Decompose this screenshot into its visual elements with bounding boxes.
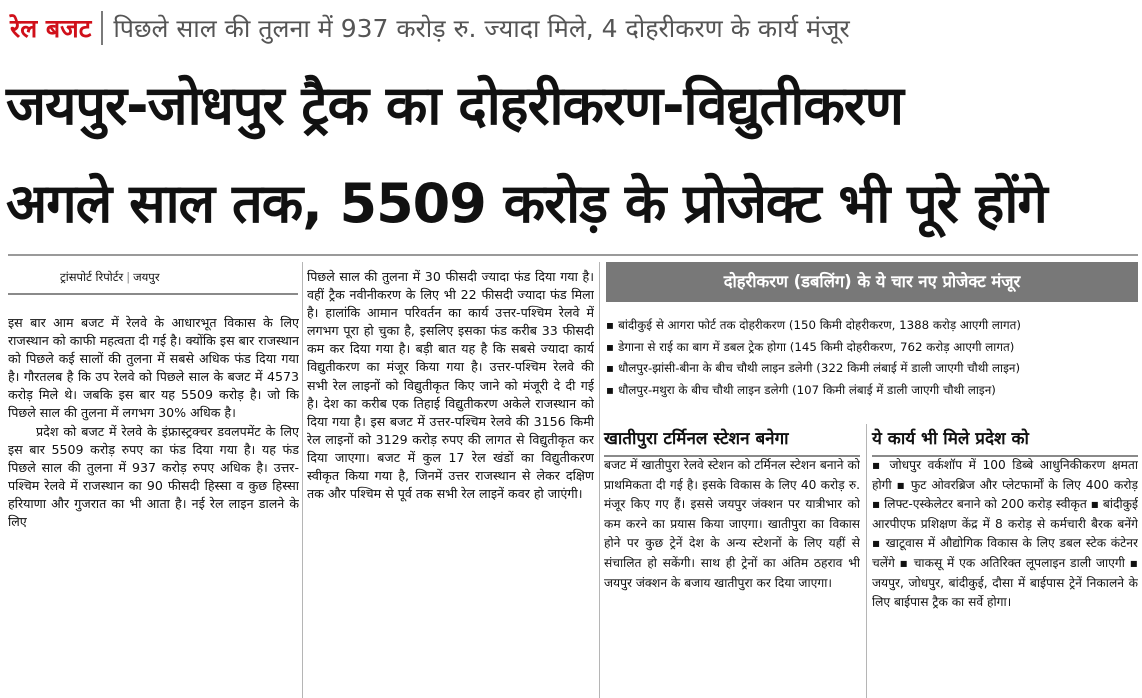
article-column-2 — [307, 268, 594, 696]
byline — [60, 270, 290, 285]
section-label: रेल बजट — [10, 14, 92, 43]
byline-reporter: ट्रांसपोर्ट रिपोर्टर — [60, 270, 124, 284]
article-paragraph: बजट में खातीपुरा रेलवे स्टेशन को टर्मिनल स्टेशन बनाने को प्राथमिकता दी गई है। इसके विकास के लिए 40 करोड़ रु. मंजूर किए गए हैं। इससे जयपुर जंक्शन पर यात्रीभार को कम करने का प्रयास किया जाएगा। खातीपुरा का विकास होने पर कुछ ट्रेनें देश के अन्य स्टेशनों के लिए यहीं से संचालित हो सकेंगी। साथ ही ट्रेनों का अंतिम ठहराव भी जयपुर जंक्शन के बजाय खातीपुरा कर दिया जाएगा। — [604, 458, 860, 590]
article-column-1 — [8, 314, 299, 696]
byline-city: जयपुर — [133, 270, 160, 284]
list-item: ▪ धौलपुर-झांसी-बीना के बीच चौथी लाइन डलेगी (322 किमी लंबाई में डाली जाएगी चौथी लाइन) — [606, 358, 1138, 380]
doubling-box-title: दोहरीकरण (डबलिंग) के ये चार नए प्रोजेक्ट मंजूर — [606, 262, 1138, 302]
doubling-project-list — [606, 315, 1138, 401]
kicker-bar — [10, 6, 1140, 50]
list-item: ▪ धौलपुर-मथुरा के बीच चौथी लाइन डलेगी (107 किमी लंबाई में डाली जाएगी चौथी लाइन) — [606, 380, 1138, 402]
article-paragraph: ▪ जोधपुर वर्कशॉप में 100 डिब्बे आधुनिकीकरण क्षमता होगी ▪ फुट ओवरब्रिज और प्लेटफार्मों के लिए 400 करोड़ ▪ लिफ्ट-एस्केलेटर बनाने को 200 करोड़ स्वीकृत ▪ बांदीकुई आरपीएफ प्रशिक्षण केंद्र में 8 करोड़ से कर्मचारी बैरक बनेंगे ▪ खाटूवास में औद्योगिक विकास के लिए डबल स्टेक कंटेनर चलेंगे ▪ चाकसू में एक अतिरिक्त लूपलाइन डाली जाएगी ▪ जयपुर, जोधपुर, बांदीकुई, दौसा में बाईपास ट्रेनें निकालने के लिए बाईपास ट्रैक का सर्वे होगा। — [872, 458, 1138, 610]
article-paragraph: प्रदेश को बजट में रेलवे के इंफ्रास्ट्रक्चर डवलपमेंट के लिए इस बार 5509 करोड़ रुपए का फंड दिया गया है। यह फंड पिछले साल की तुलना में 937 करोड़ रुपए अधिक है। उत्तर-पश्चिम रेलवे में राजस्थान का 90 फीसदी हिस्सा व कुछ हिस्सा हरियाणा और गुजरात का भी आता है। नई रेल लाइन डालने के लिए — [8, 423, 299, 530]
list-item: ▪ बांदीकुई से आगरा फोर्ट तक दोहरीकरण (150 किमी दोहरीकरण, 1388 करोड़ आएगी लागत) — [606, 315, 1138, 337]
column-divider — [866, 424, 867, 698]
headline-divider — [8, 254, 1138, 256]
other-works-text — [872, 456, 1138, 696]
headline-line-1: जयपुर-जोधपुर ट्रैक का दोहरीकरण-विद्युतीकरण — [6, 74, 903, 137]
column-divider — [599, 262, 600, 698]
byline-divider — [8, 293, 298, 295]
article-paragraph: इस बार आम बजट में रेलवे के आधारभूत विकास के लिए राजस्थान को काफी महत्वता दी गई है। क्योंकि इस बार राजस्थान को पिछले कई सालों की तुलना में सबसे अधिक फंड दिया गया है। गौरतलब है कि उप रेलवे को पिछले साल के बजट में 4573 करोड़ मिले थे। जबकि इस बार यह 5509 करोड़ है। जो कि पिछले साल की तुलना में लगभग 30% अधिक है। — [8, 315, 299, 421]
kicker-divider — [101, 11, 103, 45]
column-divider — [302, 262, 303, 698]
list-item: ▪ डेगाना से राई का बाग में डबल ट्रेक होगा (145 किमी दोहरीकरण, 762 करोड़ आएगी लागत) — [606, 337, 1138, 359]
other-works-heading: ये कार्य भी मिले प्रदेश को — [872, 429, 1029, 449]
khatipura-text — [604, 456, 860, 696]
kicker-subheadline: पिछले साल की तुलना में 937 करोड़ रु. ज्यादा मिले, 4 दोहरीकरण के कार्य मंजूर — [113, 14, 850, 43]
headline-line-2: अगले साल तक, 5509 करोड़ के प्रोजेक्ट भी पूरे होंगे — [6, 172, 1047, 235]
article-paragraph: पिछले साल की तुलना में 30 फीसदी ज्यादा फंड दिया गया है। वहीं ट्रैक नवीनीकरण के लिए भी 22 फीसदी ज्यादा फंड मिला है। हालांकि आमान परिवर्तन का कार्य उत्तर-पश्चिम रेलवे में लगभग पूरा हो चुका है, इसलिए इसका फंड करीब 33 फीसदी कम कर दिया गया है। बड़ी बात यह है कि सबसे ज्यादा कार्य विद्युतीकरण का मंजूर किया गया है। उत्तर-पश्चिम रेलवे की सभी रेल लाइनों को विद्युतीकृत किए जाने को मंजूरी दे दी गई है। देश का करीब एक तिहाई विद्युतीकरण अकेले राजस्थान को दिया गया है। इस बजट में उत्तर-पश्चिम रेलवे की 3156 किमी रेल लाइनों को 3129 करोड़ रुपए की लागत से विद्युतीकृत कर दिया जाएगा। बजट में कुल 17 रेल खंडों का विद्युतीकरण स्वीकृत किया गया है, जिनमें उत्तर राजस्थान से लेकर दक्षिण तक और पश्चिम से पूर्व तक सभी रेल लाइनें कवर हो जाएंगी। — [307, 269, 594, 502]
byline-separator: | — [126, 270, 131, 284]
khatipura-heading: खातीपुरा टर्मिनल स्टेशन बनेगा — [604, 429, 789, 449]
